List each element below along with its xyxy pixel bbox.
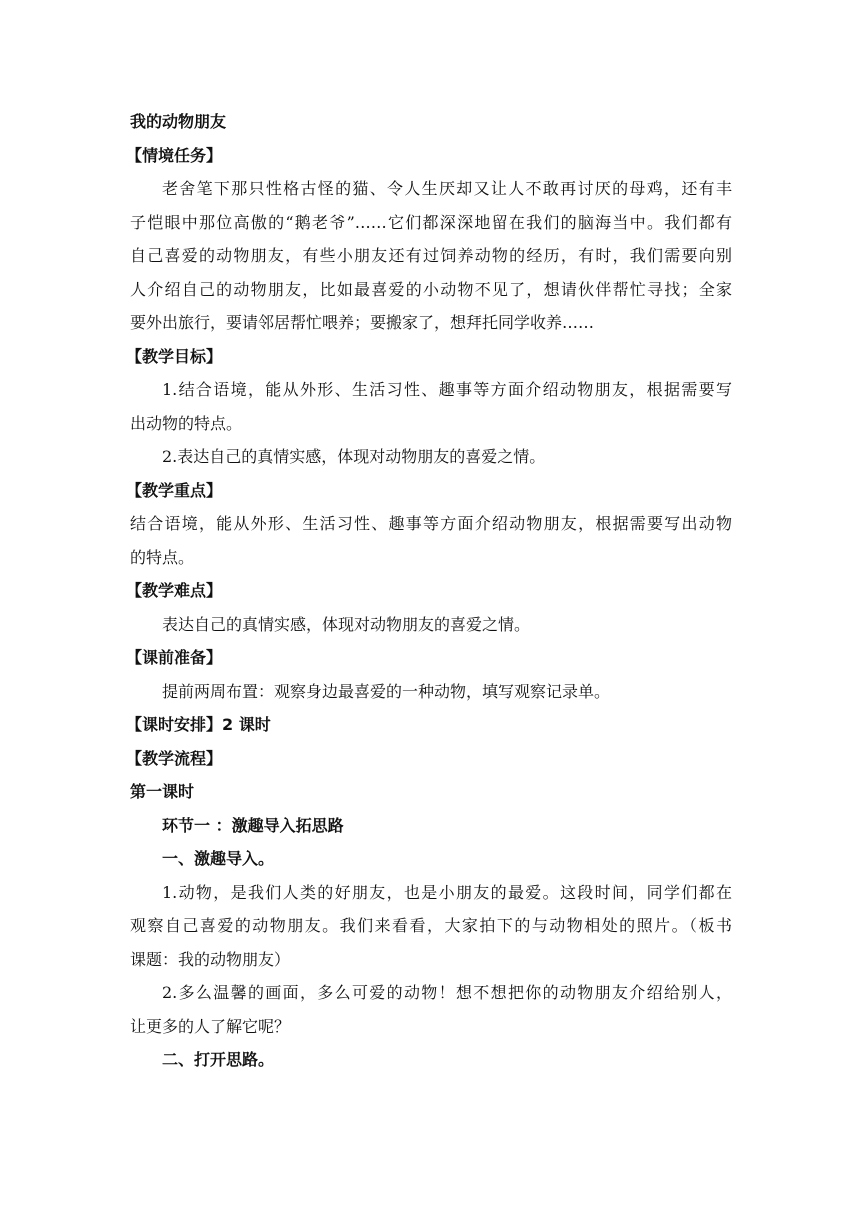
goal-2: 2.表达自己的真情实感，体现对动物朋友的喜爱之情。	[162, 447, 546, 466]
paragraph-1-line: 课题：我的动物朋友）	[130, 949, 291, 969]
key-points-heading: 【教学重点】	[126, 480, 223, 500]
situation-line: 人介绍自己的动物朋友，比如最喜爱的小动物不见了，想请伙伴帮忙寻找；全家	[130, 279, 732, 299]
schedule-heading: 【课时安排】2 课时	[126, 715, 271, 734]
goals-heading: 【教学目标】	[126, 346, 223, 366]
flow-heading: 【教学流程】	[126, 748, 223, 768]
preparation-text: 提前两周布置：观察身边最喜爱的一种动物，填写观察记录单。	[162, 681, 611, 701]
situation-heading: 【情境任务】	[126, 145, 223, 165]
preparation-heading: 【课前准备】	[126, 648, 223, 667]
situation-line: 子恺眼中那位高傲的“鹅老爷”……它们都深深地留在我们的脑海当中。我们都有	[130, 212, 732, 232]
part-1-title: 一、激趣导入。	[162, 849, 275, 868]
paragraph-2-line: 2.多么温馨的画面，多么可爱的动物！想不想把你的动物朋友介绍给别人，	[162, 983, 732, 1002]
situation-paragraph	[130, 172, 732, 340]
difficulty-heading: 【教学难点】	[126, 581, 223, 600]
goal-1-line: 1.结合语境，能从外形、生活习性、趣事等方面介绍动物朋友，根据需要写	[162, 380, 732, 399]
goal-1-line: 出动物的特点。	[130, 413, 243, 433]
situation-line: 老舍笔下那只性格古怪的猫、令人生厌却又让人不敢再讨厌的母鸡，还有丰	[162, 179, 732, 198]
key-points-line: 的特点。	[130, 547, 195, 567]
stage-1-title: 环节一 ：激趣导入拓思路	[162, 815, 344, 835]
lesson-1-title: 第一课时	[130, 782, 195, 801]
difficulty-text: 表达自己的真情实感，体现对动物朋友的喜爱之情。	[162, 614, 531, 634]
paragraph-2-line: 让更多的人了解它呢？	[130, 1016, 291, 1036]
key-points-line: 结合语境，能从外形、生活习性、趣事等方面介绍动物朋友，根据需要写出动物	[130, 514, 732, 533]
part-2-title: 二、打开思路。	[162, 1050, 275, 1069]
paragraph-1-line: 1.动物，是我们人类的好朋友，也是小朋友的最爱。这段时间，同学们都在	[162, 882, 732, 902]
situation-line: 要外出旅行，要请邻居帮忙喂养；要搬家了，想拜托同学收养……	[130, 313, 595, 332]
doc-title: 我的动物朋友	[130, 112, 227, 131]
situation-line: 自己喜爱的动物朋友，有些小朋友还有过饲养动物的经历，有时，我们需要向别	[130, 246, 732, 265]
paragraph-1-line: 观察自己喜爱的动物朋友。我们来看看，大家拍下的与动物相处的照片。（板书	[130, 916, 732, 935]
